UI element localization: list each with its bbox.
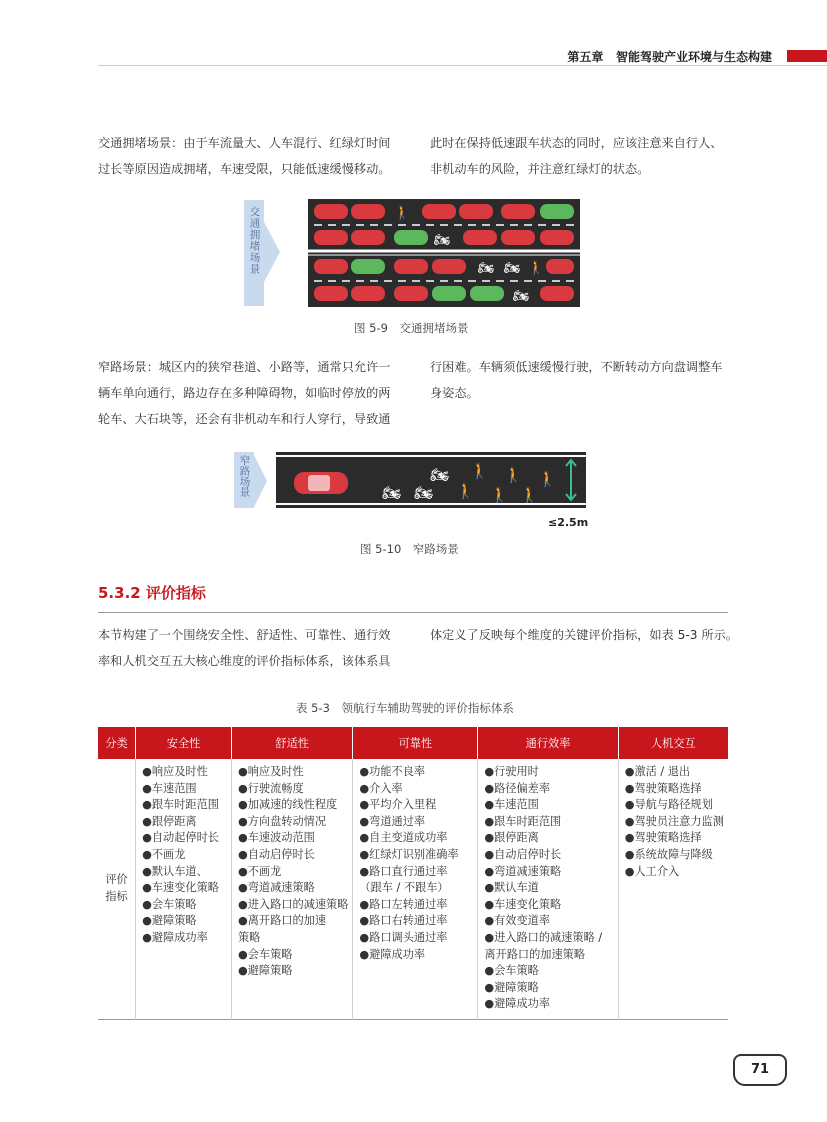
efficiency-metrics (478, 759, 618, 1019)
car-red (540, 230, 574, 245)
metric-item: ●弯道通过率 (359, 814, 426, 828)
paragraph-narrow-right (430, 354, 730, 406)
metric-item: ●驾驶策略选择 (624, 831, 702, 845)
metric-item: ●路口右转通过率 (359, 914, 448, 928)
metric-item: ●车速变化策略 (142, 881, 219, 895)
reliability-metrics (353, 759, 478, 1019)
car-red (501, 204, 535, 219)
metric-item: ●进入路口的减速策略 / (484, 930, 603, 944)
narrow-road-illustration (276, 452, 586, 508)
metric-item: ●驾驶员注意力监测 (624, 814, 724, 828)
metric-item: ●弯道减速策略 (484, 864, 562, 878)
car-red (314, 286, 348, 301)
metric-item: ●避障成功率 (484, 997, 551, 1011)
text-line: 本节构建了一个围绕安全性、舒适性、可靠性、通行效 (98, 628, 391, 642)
metric-item: ●跟车时距范围 (142, 798, 219, 812)
metric-item: ●路口左转通过率 (359, 897, 448, 911)
header-reliability: 可靠性 (353, 727, 478, 759)
metric-item: ●红绿灯识别准确率 (359, 847, 459, 861)
metric-item: ●避障成功率 (142, 930, 208, 944)
metric-item: ●路口直行通过率 (359, 864, 448, 878)
pedestrian-icon: 🚶 (456, 482, 475, 500)
car-red (351, 286, 385, 301)
metric-item: ●避障策略 (142, 914, 197, 928)
metric-item: 策略 (237, 930, 261, 944)
metric-item: ●路径偏差率 (484, 781, 551, 795)
metric-item: ●自动启停时长 (237, 847, 315, 861)
metric-item: ●人工介入 (624, 864, 680, 878)
pedestrian-icon: 🚶 (528, 261, 545, 276)
pedestrian-icon: 🚶 (470, 462, 489, 480)
metric-item: ●车速范围 (484, 798, 539, 812)
motorcycle-icon: 🏍 (382, 484, 402, 502)
car-green (351, 259, 385, 274)
metric-item: ●路口调头通过率 (359, 930, 448, 944)
congestion-illustration (308, 199, 580, 307)
car-red (432, 259, 466, 274)
text-line: 辆车单向通行，路边存在多种障碍物，如临时停放的两 (98, 386, 391, 400)
chapter-header (567, 48, 772, 65)
paragraph-narrow-left (98, 354, 408, 432)
header-rule (98, 65, 827, 66)
figure1-side-label (244, 200, 264, 306)
pedestrian-icon: 🚶 (394, 206, 411, 221)
metric-item: ●自主变道成功率 (359, 831, 448, 845)
car-green (394, 230, 428, 245)
pedestrian-icon: 🚶 (490, 486, 509, 504)
section-heading: 5.3.2 评价指标 (98, 584, 206, 602)
category-text: 指标 (105, 889, 128, 903)
evaluation-table (98, 727, 728, 1020)
hmi-metrics (618, 759, 728, 1019)
header-category: 分类 (98, 727, 136, 759)
metric-item: ●进入路口的减速策略 (237, 897, 349, 911)
car-red (422, 204, 456, 219)
comfort-metrics (231, 759, 352, 1019)
text-line: 轮车、大石块等，还会有非机动车和行人穿行，导致通 (98, 412, 391, 426)
metric-item: ●有效变道率 (484, 914, 551, 928)
car-green (470, 286, 504, 301)
metric-item: ●系统故障与降级 (624, 847, 713, 861)
metric-item: ●默认车道、 (142, 864, 208, 878)
metric-item: ●默认车道 (484, 881, 539, 895)
motorcycle-icon: 🏍 (414, 484, 434, 502)
metric-item: ●避障策略 (484, 980, 539, 994)
text-line: 体定义了反映每个维度的关键评价指标，如表 5-3 所示。 (430, 628, 738, 642)
car-red (546, 259, 574, 274)
pedestrian-icon: 🚶 (538, 470, 557, 488)
car-red (501, 230, 535, 245)
metric-item: ●加减速的线性程度 (237, 798, 338, 812)
text-line: 身姿态。 (430, 386, 479, 400)
car-red (314, 259, 348, 274)
header-hmi: 人机交互 (618, 727, 728, 759)
figure2-caption: 图 5-10 窄路场景 (360, 542, 459, 556)
figure2-arrow (254, 455, 267, 507)
text-line: 此时在保持低速跟车状态的同时，应该注意来自行人、 (430, 136, 723, 150)
metric-item: ●会车策略 (237, 947, 293, 961)
car-red (314, 230, 348, 245)
metric-item: ●自动启停时长 (484, 847, 562, 861)
metric-item: ●自动起停时长 (142, 831, 219, 845)
text-line: 窄路场景：城区内的狭窄巷道、小路等，通常只允许一 (98, 360, 391, 374)
metric-item: ●驾驶策略选择 (624, 781, 702, 795)
car-green (432, 286, 466, 301)
chapter-title: 智能驾驶产业环境与生态构建 (615, 50, 772, 64)
motorcycle-icon: 🏍 (504, 261, 521, 276)
metric-item: ●不画龙 (237, 864, 282, 878)
pedestrian-icon: 🚶 (520, 486, 539, 504)
car-red (459, 204, 493, 219)
table-header-row (98, 727, 728, 759)
figure2-side-label (234, 452, 254, 508)
car-green (540, 204, 574, 219)
section-rule (98, 612, 728, 613)
metric-item: ●弯道减速策略 (237, 881, 315, 895)
metric-item: ●会车策略 (484, 964, 539, 978)
metric-item: ●车速变化策略 (484, 897, 562, 911)
car-roof (308, 475, 330, 491)
car-red (463, 230, 497, 245)
road-width-label: ≤2.5m (548, 516, 589, 529)
paragraph-congestion-left (98, 130, 408, 182)
paragraph-metrics-right (430, 622, 740, 648)
metric-item: ●响应及时性 (237, 765, 304, 778)
motorcycle-icon: 🏍 (430, 466, 450, 484)
metric-item: ●方向盘转动情况 (237, 814, 327, 828)
pedestrian-icon: 🚶 (504, 466, 523, 484)
table-row (98, 759, 728, 1019)
chapter-accent-bar (787, 50, 827, 62)
metric-item: ●介入率 (359, 781, 403, 795)
paragraph-metrics-left (98, 622, 408, 674)
metric-item: ●跟停距离 (484, 831, 539, 845)
header-comfort: 舒适性 (231, 727, 352, 759)
metric-item: ●避障策略 (237, 964, 293, 978)
car-red (394, 286, 428, 301)
car-red (394, 259, 428, 274)
motorcycle-icon: 🏍 (513, 289, 530, 304)
figure2-side-label-text: 窄路场景 (238, 455, 251, 497)
metric-item: ●功能不良率 (359, 765, 426, 778)
metric-item: ●离开路口的加速 (237, 914, 327, 928)
text-line: 非机动车的风险，并注意红绿灯的状态。 (430, 162, 650, 176)
car-red (540, 286, 574, 301)
metric-item: ●车速波动范围 (237, 831, 315, 845)
text-line: 交通拥堵场景：由于车流量大、人车混行、红绿灯时间 (98, 136, 391, 150)
category-text: 评价 (105, 873, 128, 887)
category-cell (98, 759, 136, 1019)
metric-item: ●跟停距离 (142, 814, 197, 828)
metric-item: ●跟车时距范围 (484, 814, 562, 828)
metric-item: ●响应及时性 (142, 765, 208, 778)
paragraph-congestion-right (430, 130, 730, 182)
motorcycle-icon: 🏍 (434, 233, 451, 248)
figure1-side-label-text: 交通拥堵场景 (248, 206, 261, 275)
metric-item: ●车速范围 (142, 781, 197, 795)
metric-item: 离开路口的加速策略 (484, 947, 586, 961)
metric-item: ●不画龙 (142, 847, 186, 861)
metric-item: ●平均介入里程 (359, 798, 437, 812)
table-title: 表 5-3 领航行车辅助驾驶的评价指标体系 (296, 701, 514, 715)
page-number: 71 (733, 1054, 787, 1086)
chapter-number: 第五章 (567, 50, 604, 64)
motorcycle-icon: 🏍 (478, 261, 495, 276)
header-safety: 安全性 (136, 727, 232, 759)
text-line: 率和人机交互五大核心维度的评价指标体系，该体系具 (98, 654, 391, 668)
car-red (351, 204, 385, 219)
header-efficiency: 通行效率 (478, 727, 618, 759)
safety-metrics (136, 759, 232, 1019)
metric-item: ●行驶用时 (484, 765, 539, 778)
metric-item: ●导航与路径规划 (624, 798, 713, 812)
metric-item: ●激活 / 退出 (624, 765, 691, 778)
car-red (314, 204, 348, 219)
car-red (351, 230, 385, 245)
metric-item: ●行驶流畅度 (237, 781, 304, 795)
metric-item: ●避障成功率 (359, 947, 426, 961)
text-line: 行困难。车辆须低速缓慢行驶，不断转动方向盘调整车 (430, 360, 723, 374)
figure1-caption: 图 5-9 交通拥堵场景 (354, 321, 469, 335)
metric-item: ●会车策略 (142, 897, 197, 911)
metric-item: （跟车 / 不跟车） (359, 881, 449, 895)
figure1-arrow (264, 222, 280, 282)
text-line: 过长等原因造成拥堵，车速受限，只能低速缓慢移动。 (98, 162, 391, 176)
